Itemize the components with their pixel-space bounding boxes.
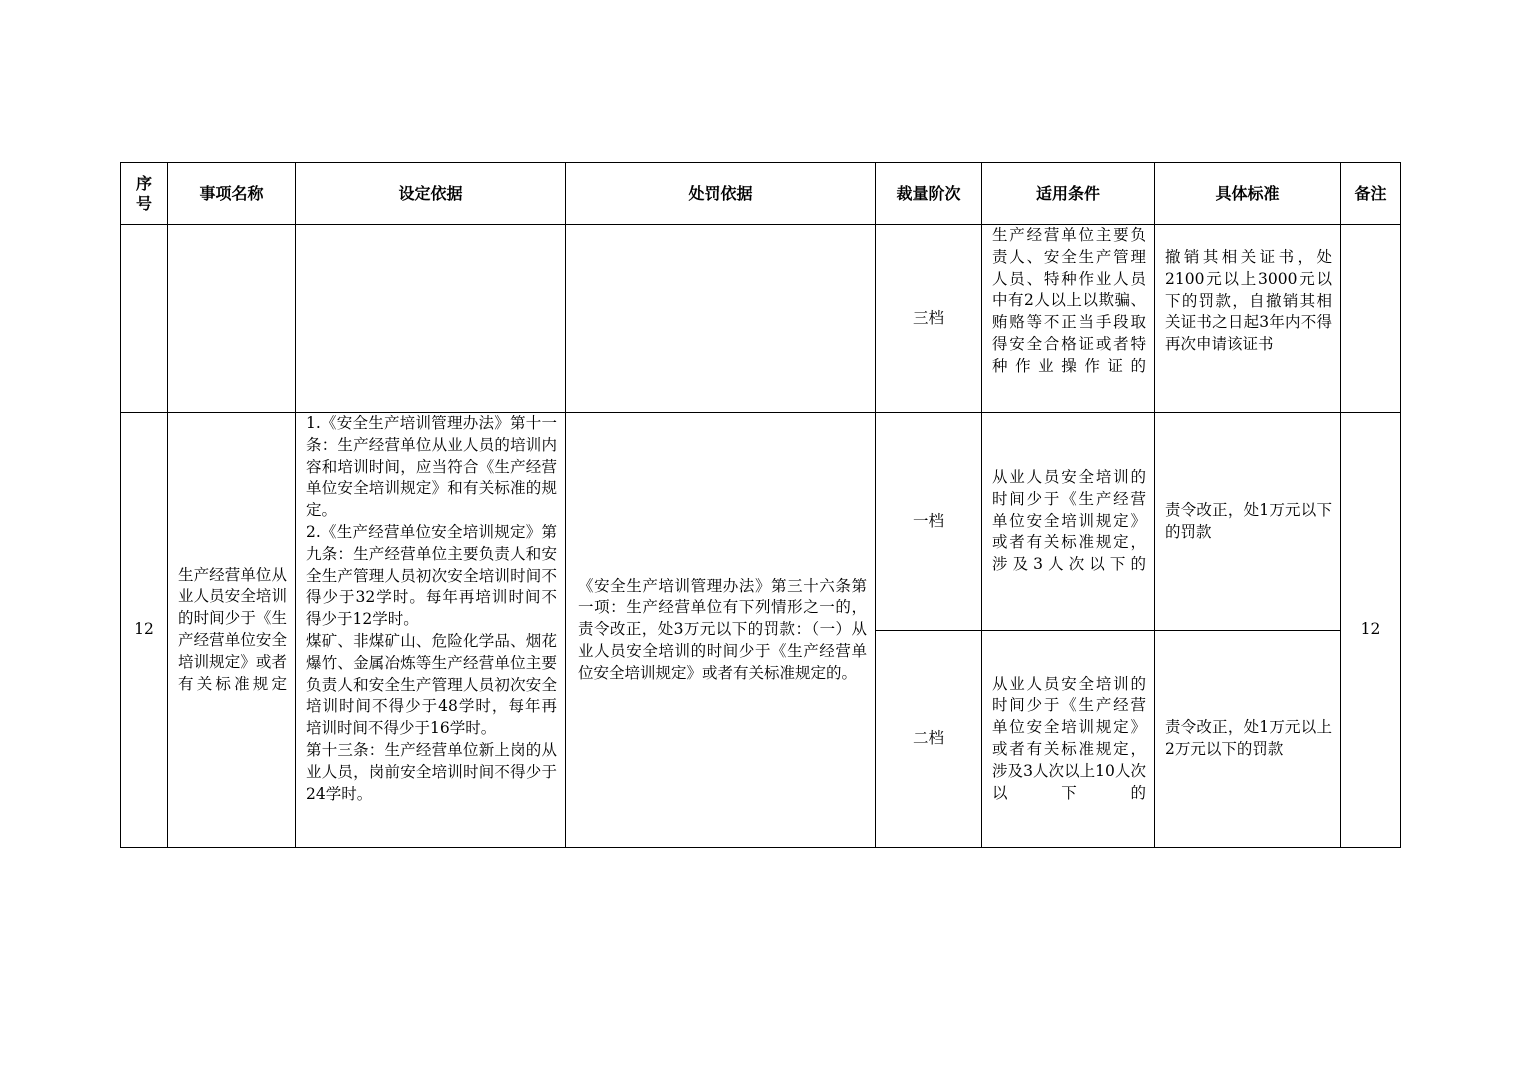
basis-set-paragraph-4: 第十三条：生产经营单位新上岗的从业人员，岗前安全培训时间不得少于24学时。: [306, 740, 557, 803]
header-level: 裁量阶次: [876, 163, 982, 225]
cell-seq-12: 12: [121, 413, 168, 848]
cell-standard-12-2: 责令改正，处1万元以上2万元以下的罚款: [1155, 631, 1341, 848]
header-remark: 备注: [1341, 163, 1401, 225]
cell-condition-12-2: 从业人员安全培训的时间少于《生产经营单位安全培训规定》或者有关标准规定，涉及3人次以上10人次以下的: [982, 631, 1155, 848]
penalty-discretion-table: [120, 162, 1401, 848]
basis-set-paragraph-1: 1.《安全生产培训管理办法》第十一条：生产经营单位从业人员的培训内容和培训时间，应当符合《生产经营单位安全培训规定》和有关标准的规定。: [306, 414, 557, 520]
cell-remark-empty: [1341, 225, 1401, 413]
cell-remark-12: 12: [1341, 413, 1401, 848]
cell-level: 三档: [876, 225, 982, 413]
cell-standard-12-1: 责令改正，处1万元以下的罚款: [1155, 413, 1341, 631]
header-basis-set: 设定依据: [296, 163, 566, 225]
cell-level-12-2: 二档: [876, 631, 982, 848]
header-seq: [121, 163, 168, 225]
cell-seq-empty: [121, 225, 168, 413]
header-item-name: 事项名称: [168, 163, 296, 225]
table-row-continued: [121, 225, 1401, 413]
cell-basis-penalty-empty: [566, 225, 876, 413]
table-row-12-level-1: [121, 413, 1401, 631]
cell-standard: 撤销其相关证书，处2100元以上3000元以下的罚款，自撤销其相关证书之日起3年内不得再次申请该证书: [1155, 225, 1341, 413]
header-seq-label: 序号: [136, 173, 153, 213]
header-row: [121, 163, 1401, 225]
header-standard: 具体标准: [1155, 163, 1341, 225]
cell-level-12-1: 一档: [876, 413, 982, 631]
basis-set-paragraph-3: 煤矿、非煤矿山、危险化学品、烟花爆竹、金属冶炼等生产经营单位主要负责人和安全生产管理人员初次安全培训时间不得少于48学时，每年再培训时间不得少于16学时。: [306, 631, 557, 738]
cell-basis-penalty-12: 《安全生产培训管理办法》第三十六条第一项：生产经营单位有下列情形之一的，责令改正，处3万元以下的罚款：（一）从业人员安全培训的时间少于《生产经营单位安全培训规定》或者有关标准规定的。: [566, 413, 876, 848]
cell-basis-set-empty: [296, 225, 566, 413]
basis-set-paragraph-2: 2.《生产经营单位安全培训规定》第九条：生产经营单位主要负责人和安全生产管理人员初次安全培训时间不得少于32学时。每年再培训时间不得少于12学时。: [306, 522, 557, 629]
cell-condition-12-1: 从业人员安全培训的时间少于《生产经营单位安全培训规定》或者有关标准规定，涉及3人次以下的: [982, 413, 1155, 631]
cell-item-name-12: 生产经营单位从业人员安全培训的时间少于《生产经营单位安全培训规定》或者有关标准规定: [168, 413, 296, 848]
cell-item-name-empty: [168, 225, 296, 413]
cell-basis-set-12: [296, 413, 566, 848]
header-condition: 适用条件: [982, 163, 1155, 225]
cell-condition: 生产经营单位主要负责人、安全生产管理人员、特种作业人员中有2人以上以欺骗、贿赂等不正当手段取得安全合格证或者特种作业操作证的: [982, 225, 1155, 413]
header-basis-penalty: 处罚依据: [566, 163, 876, 225]
